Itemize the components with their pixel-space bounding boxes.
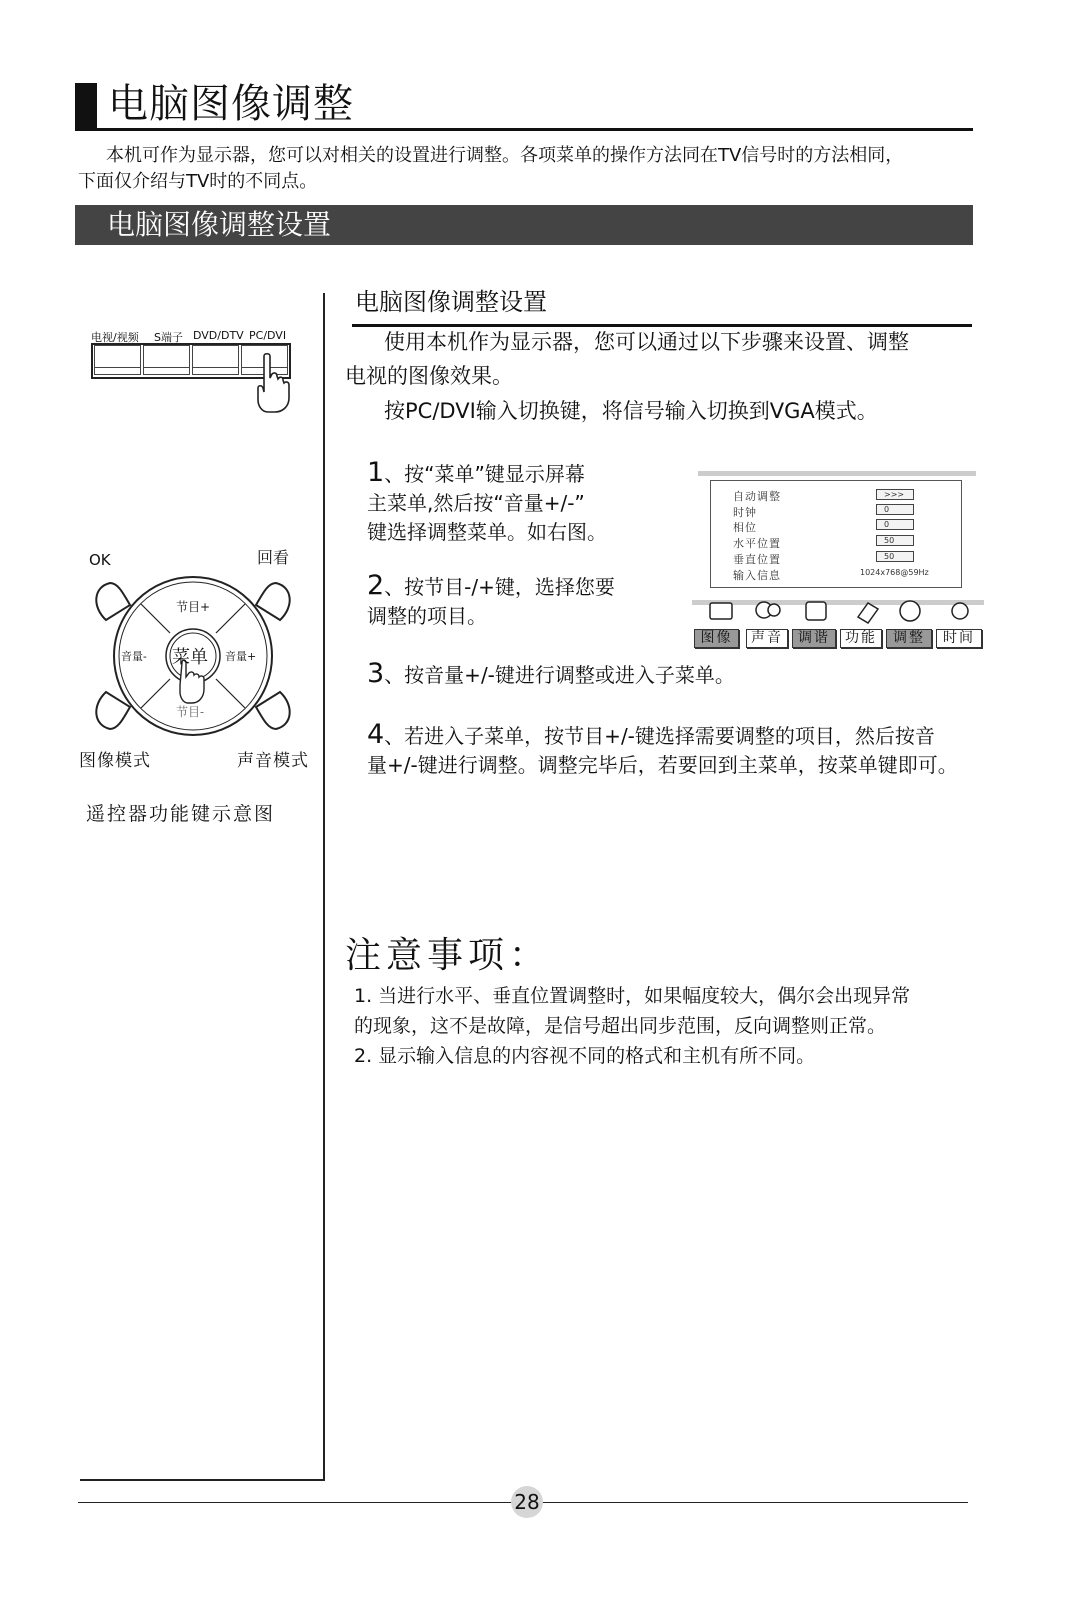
intro-line-2: 下面仅介绍与TV时的不同点。 [78,171,318,192]
step-4 [367,720,958,780]
tuning-icon [806,602,826,620]
source-button-svideo[interactable] [143,345,190,375]
source-label-tv: 电视/视频 [91,331,139,344]
title-marker [75,83,97,129]
osd-row-label: 相位 [733,521,757,534]
step-4-line-2: 量+/-键进行调整。调整完毕后，若要回到主菜单，按菜单键即可。 [367,753,958,777]
intro-text [78,143,998,195]
title-rule [75,128,973,131]
page-number: 28 [511,1486,543,1518]
note-2-line-1: 2. 显示输入信息的内容视不同的格式和主机有所不同。 [354,1045,816,1067]
left-foot-rule [80,1479,325,1481]
step-2-line-2: 调整的项目。 [367,604,487,628]
osd-row-value: >>> [876,489,914,500]
step-3-line-1: 、按音量+/-键进行调整或进入子菜单。 [384,663,735,687]
picture-icon [710,603,732,619]
note-1-line-2: 的现象，这不是故障，是信号超出同步范围，反向调整则正常。 [354,1015,887,1037]
osd-tab-adjust: 调整 [886,629,932,648]
osd-tab-function: 功能 [840,629,882,648]
step-1-line-2: 主菜单,然后按“音量+/-” [367,491,585,515]
osd-menu-icons [698,597,980,629]
step-3-number: 3 [367,658,385,689]
paragraph-1: 使用本机作为显示器，您可以通过以下步骤来设置、调整 [384,330,909,354]
remote-caption: 遥控器功能键示意图 [86,803,276,825]
osd-row-value: 50 [876,535,914,546]
step-1-number: 1 [367,457,385,488]
section-band: 电脑图像调整设置 [75,205,973,245]
remote-vol-minus-label: 音量- [121,650,147,663]
notes-title: 注意事项： [345,935,551,976]
section-subtitle: 电脑图像调整设置 [355,288,547,316]
osd-row-label: 时钟 [733,506,757,519]
step-2-number: 2 [367,570,385,601]
remote-vol-plus-label: 音量+ [225,650,257,663]
remote-ok-label: OK [89,551,111,569]
step-4-line-1: 、若进入子菜单，按节目+/-键选择需要调整的项目，然后按音 [384,724,935,748]
remote-back-label: 回看 [257,548,290,567]
step-1-line-1: 、按“菜单”键显示屏幕 [384,462,585,486]
remote-prog-minus-label: 节目- [176,705,205,719]
osd-tab-tuning: 调谐 [792,629,836,648]
osd-top-bar [698,471,976,476]
step-2-line-1: 、按节目-/+键，选择您要 [384,575,615,599]
page-title: 电脑图像调整 [108,81,354,127]
paragraph-3: 按PC/DVI输入切换键，将信号输入切换到VGA模式。 [384,399,878,423]
step-2 [367,571,615,631]
osd-row-label: 水平位置 [733,537,781,550]
source-button-dvd[interactable] [192,345,239,375]
paragraph-2: 电视的图像效果。 [345,364,513,388]
column-divider [323,293,325,1481]
remote-menu-button[interactable]: 菜单 [172,647,208,668]
step-1-line-3: 键选择调整菜单。如右图。 [367,520,607,544]
osd-row-label: 自动调整 [733,490,781,503]
osd-row-value: 50 [876,551,914,562]
step-1 [367,458,607,547]
finger-press-icon [250,352,294,414]
intro-line-1: 本机可作为显示器，您可以对相关的设置进行调整。各项菜单的操作方法同在TV信号时的方法相同， [106,145,904,166]
source-label-svideo: S端子 [154,331,183,344]
step-3 [367,659,735,690]
osd-row-label: 垂直位置 [733,553,781,566]
source-label-pc: PC/DVI [249,329,287,342]
osd-row-value: 0 [876,519,914,530]
osd-tab-picture: 图像 [694,629,739,648]
osd-tab-time: 时间 [936,629,982,648]
remote-prog-plus-label: 节目+ [176,600,211,614]
clock-icon [952,603,968,619]
osd-row-value: 0 [876,504,914,515]
osd-row-value: 1024x768@59Hz [860,568,929,577]
source-label-dvd: DVD/DTV [193,329,244,342]
remote-sound-mode-label: 声音模式 [237,751,309,771]
adjust-icon [900,601,920,621]
step-4-number: 4 [367,719,385,750]
remote-picture-mode-label: 图像模式 [79,751,151,771]
osd-tab-sound: 声音 [746,629,788,648]
osd-row-label: 输入信息 [733,569,781,582]
function-icon [858,603,878,623]
note-1-line-1: 1. 当进行水平、垂直位置调整时，如果幅度较大，偶尔会出现异常 [354,985,911,1007]
source-button-tv[interactable] [94,345,141,375]
